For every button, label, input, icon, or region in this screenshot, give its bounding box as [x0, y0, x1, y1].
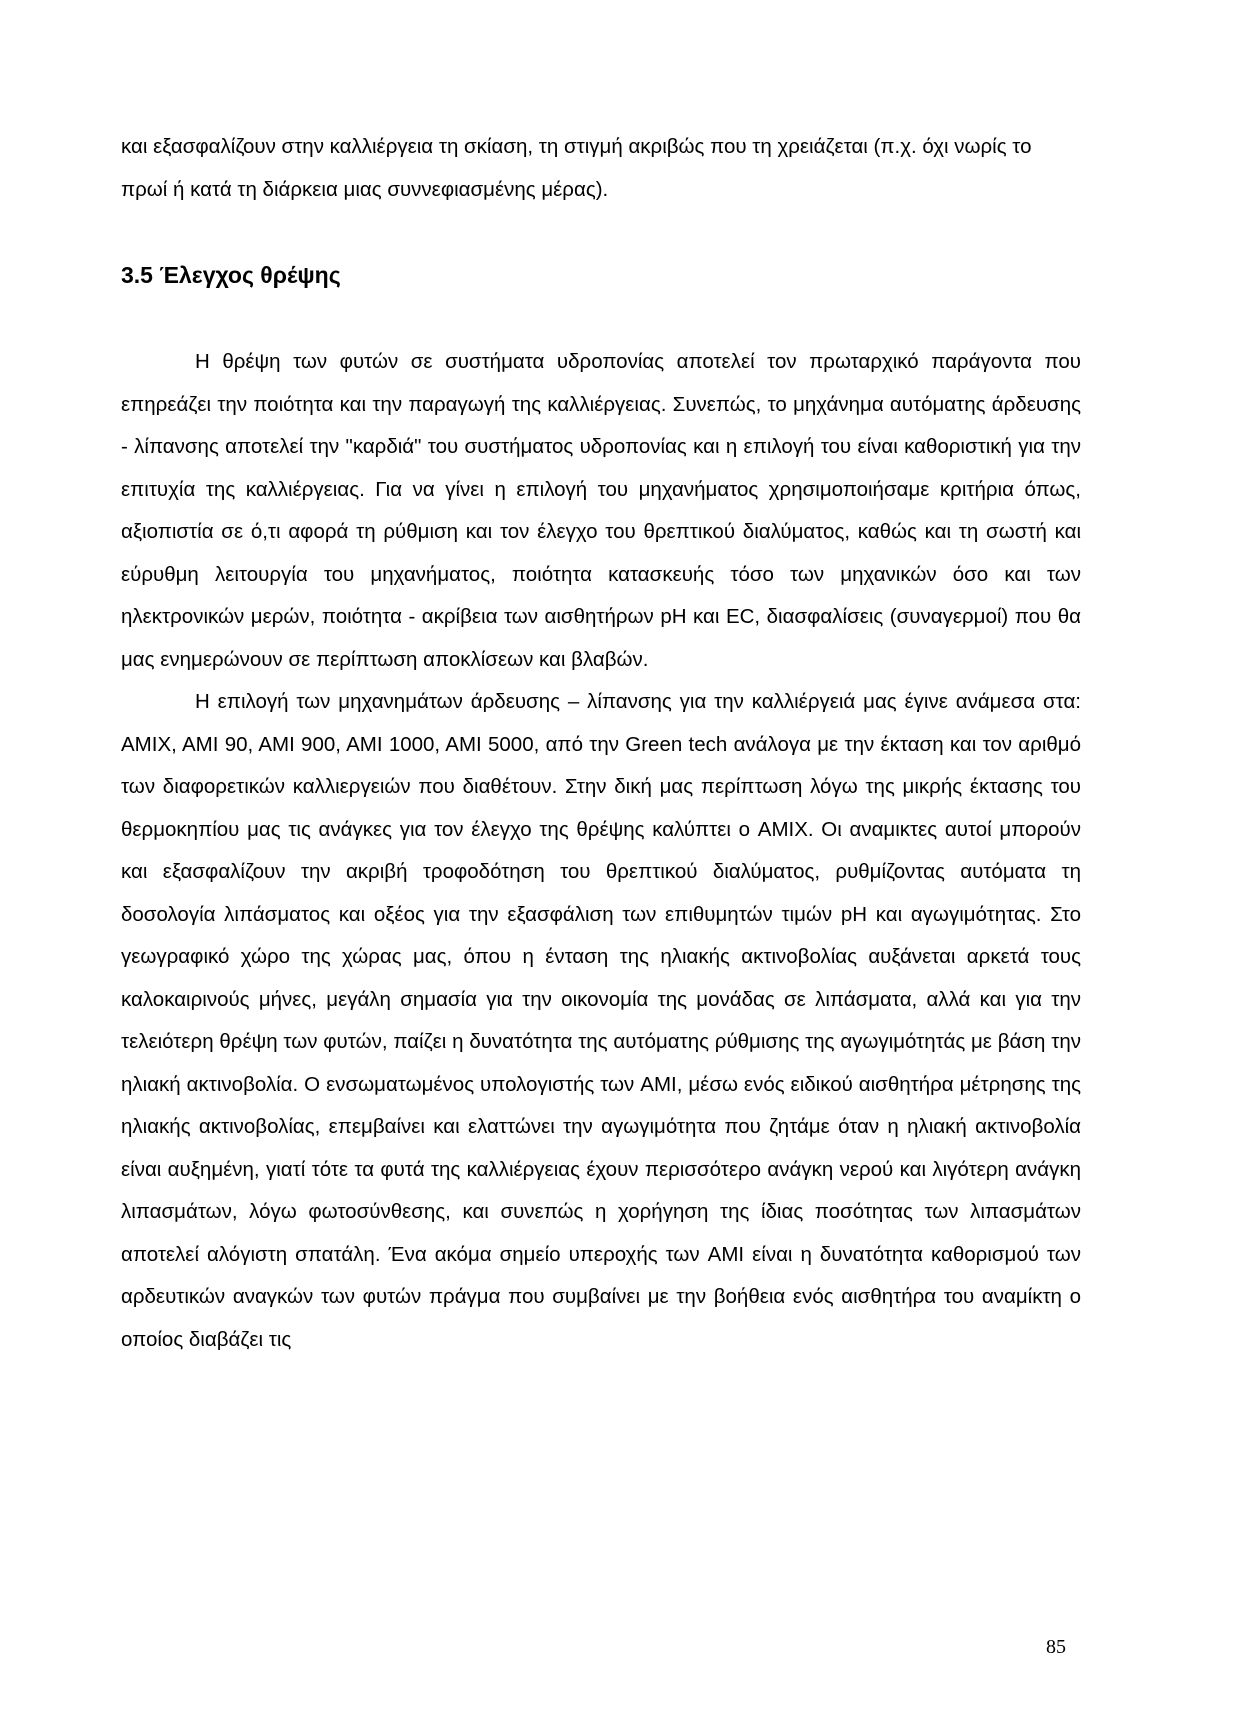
- section-heading: 3.5 Έλεγχος θρέψης: [121, 262, 341, 288]
- section-body: [121, 341, 1081, 1361]
- paragraph-machine-selection: Η επιλογή των μηχανημάτων άρδευσης – λίπανσης για την καλλιέργειά μας έγινε ανάμεσα στα: AMIX, AMI 90, AMI 900, AMI 1000, AMI 5000, από την Green tech ανάλογα με την έκταση και τον αριθμό των διαφορετικών καλλιεργειών που διαθέτουν. Στην δική μας περίπτωση λόγω της μικρής έκτασης του θερμοκηπίου μας τις ανάγκες για τον έλεγχο της θρέψης καλύπτει ο AMIX. Οι αναμικτες αυτοί μπορούν και εξασφαλίζουν την ακριβή τροφοδότηση του θρεπτικού διαλύματος, ρυθμίζοντας αυτόματα τη δοσολογία λιπάσματος και οξέος για την εξασφάλιση των επιθυμητών τιμών pH και αγωγιμότητας. Στο γεωγραφικό χώρο της χώρας μας, όπου η ένταση της ηλιακής ακτινοβολίας αυξάνεται αρκετά τους καλοκαιρινούς μήνες, μεγάλη σημασία για την οικονομία της μονάδας σε λιπάσματα, αλλά και για την τελειότερη θρέψη των φυτών, παίζει η δυνατότητα της αυτόματης ρύθμισης της αγωγιμότητάς με βάση την ηλιακή ακτινοβολία. Ο ενσωματωμένος υπολογιστής των AMI, μέσω ενός ειδικού αισθητήρα μέτρησης της ηλιακής ακτινοβολίας, επεμβαίνει και ελαττώνει την αγωγιμότητα που ζητάμε όταν η ηλιακή ακτινοβολία είναι αυξημένη, γιατί τότε τα φυτά της καλλιέργειας έχουν περισσότερο ανάγκη νερού και λιγότερη ανάγκη λιπασμάτων, λόγω φωτοσύνθεσης, και συνεπώς η χορήγηση της ίδιας ποσότητας των λιπασμάτων αποτελεί αλόγιστη σπατάλη. Ένα ακόμα σημείο υπεροχής των AMI είναι η δυνατότητα καθορισμού των αρδευτικών αναγκών των φυτών πράγμα που συμβαίνει με την βοήθεια ενός αισθητήρα του αναμίκτη ο οποίος διαβάζει τις: [121, 690, 1081, 1351]
- paragraph-nutrition-intro: Η θρέψη των φυτών σε συστήματα υδροπονίας αποτελεί τον πρωταρχικό παράγοντα που επηρεάζει την ποιότητα και την παραγωγή της καλλιέργειας. Συνεπώς, το μηχάνημα αυτόματης άρδευσης - λίπανσης αποτελεί την "καρδιά" του συστήματος υδροπονίας και η επιλογή του είναι καθοριστική για την επιτυχία της καλλιέργειας. Για να γίνει η επιλογή του μηχανήματος χρησιμοποιήσαμε κριτήρια όπως, αξιοπιστία σε ό,τι αφορά τη ρύθμιση και τον έλεγχο του θρεπτικού διαλύματος, καθώς και τη σωστή και εύρυθμη λειτουργία του μηχανήματος, ποιότητα κατασκευής τόσο των μηχανικών όσο και των ηλεκτρονικών μερών, ποιότητα - ακρίβεια των αισθητήρων pH και EC, διασφαλίσεις (συναγερμοί) που θα μας ενημερώνουν σε περίπτωση αποκλίσεων και βλαβών.: [121, 350, 1081, 671]
- page-number: 85: [1046, 1636, 1066, 1658]
- intro-paragraph: και εξασφαλίζουν στην καλλιέργεια τη σκίαση, τη στιγμή ακριβώς που τη χρειάζεται (π.χ. όχι νωρίς το πρωί ή κατά τη διάρκεια μιας συννεφιασμένης μέρας).: [121, 135, 1032, 201]
